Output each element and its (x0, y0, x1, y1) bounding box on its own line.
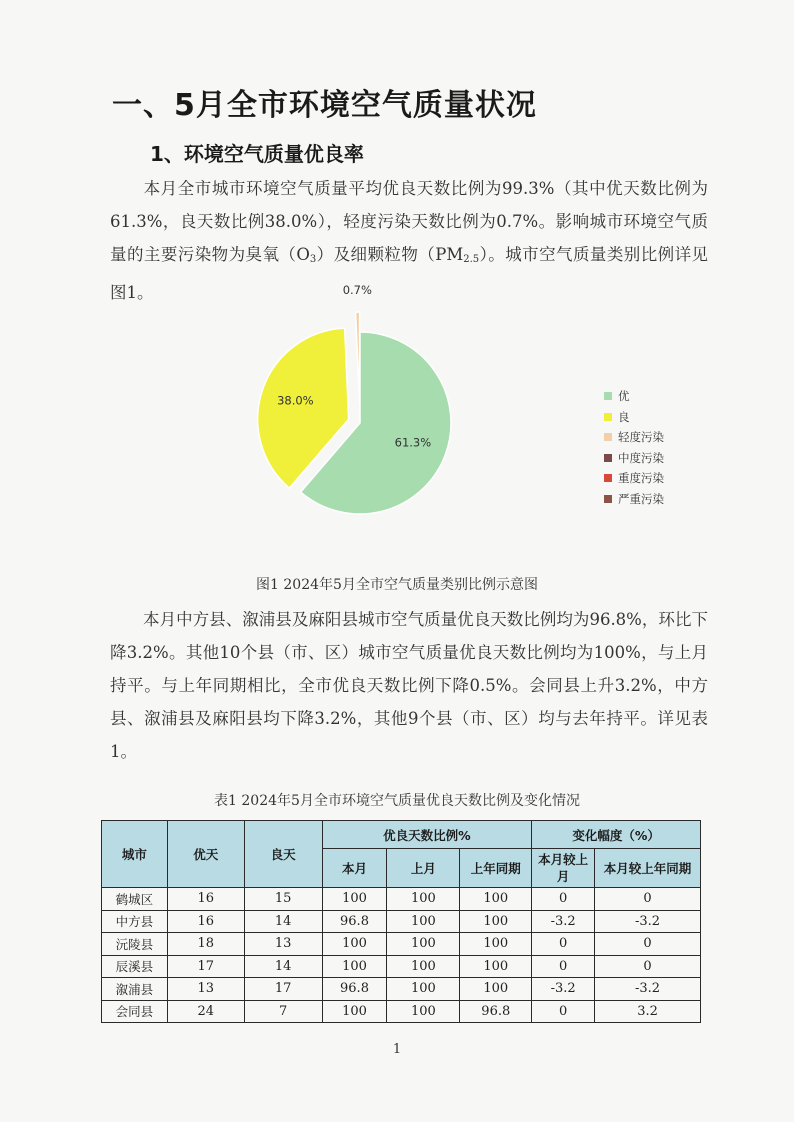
table-row (102, 955, 701, 978)
table-row (102, 910, 701, 933)
legend-label: 重度污染 (618, 471, 664, 486)
cell-last-year: 100 (460, 978, 532, 1001)
legend-swatch (604, 454, 612, 462)
table-row (102, 978, 701, 1001)
cell-last-month: 100 (387, 933, 460, 956)
cell-vs-last-year: 3.2 (595, 1000, 701, 1023)
header-ratio-group: 优良天数比例% (322, 821, 532, 849)
legend-swatch (604, 495, 612, 503)
para1-text-1: 本月全市城市环境空气质量平均优良天数比例为99.3%（其中优天数比例为61.3%，良天数比例38.0%），轻度污染天数比例为0.7%。影响城市环境空气质量的主要污染物为臭氧（O (110, 179, 708, 264)
cell-last-month: 100 (387, 955, 460, 978)
legend-swatch (604, 413, 612, 421)
header-last-month: 上月 (387, 849, 460, 888)
table-row (102, 933, 701, 956)
header-excellent-days: 优天 (167, 821, 244, 888)
cell-this-month: 100 (322, 933, 387, 956)
cell-vs-last-month: -3.2 (532, 978, 595, 1001)
header-good-days: 良天 (244, 821, 322, 888)
legend-item (604, 427, 664, 448)
header-change-group: 变化幅度（%） (532, 821, 701, 849)
cell-excellent: 18 (167, 933, 244, 956)
legend-item (604, 407, 664, 428)
pie-data-label-1: 38.0% (277, 393, 314, 408)
cell-excellent: 17 (167, 955, 244, 978)
cell-city: 沅陵县 (102, 933, 168, 956)
cell-vs-last-year: -3.2 (595, 910, 701, 933)
table-row (102, 1000, 701, 1023)
paragraph-county-comparison (110, 603, 708, 768)
para1-text-2: ）及细颗粒物（PM (316, 245, 464, 264)
cell-city: 会同县 (102, 1000, 168, 1023)
cell-this-month: 96.8 (322, 910, 387, 933)
paragraph-air-quality-summary (110, 172, 708, 309)
cell-excellent: 24 (167, 1000, 244, 1023)
section-heading: 一、5月全市环境空气质量状况 (112, 88, 537, 123)
cell-last-month: 100 (387, 910, 460, 933)
cell-last-month: 100 (387, 978, 460, 1001)
pie-data-label-2: 0.7% (342, 283, 372, 298)
cell-last-year: 100 (460, 888, 532, 911)
o3-subscript: 3 (309, 254, 317, 265)
legend-label: 轻度污染 (618, 430, 664, 445)
cell-this-month: 100 (322, 1000, 387, 1023)
legend-item (604, 489, 664, 510)
cell-vs-last-year: 0 (595, 955, 701, 978)
cell-good: 7 (244, 1000, 322, 1023)
cell-good: 14 (244, 910, 322, 933)
cell-last-year: 100 (460, 910, 532, 933)
chart-legend (604, 386, 664, 509)
header-this-month: 本月 (322, 849, 387, 888)
cell-last-month: 100 (387, 888, 460, 911)
cell-city: 中方县 (102, 910, 168, 933)
para1-text-3: ）。城市空气质量类别比例详见图1。 (110, 245, 708, 302)
cell-good: 13 (244, 933, 322, 956)
cell-last-year: 96.8 (460, 1000, 532, 1023)
page-number: 1 (392, 1042, 402, 1057)
cell-good: 15 (244, 888, 322, 911)
cell-last-month: 100 (387, 1000, 460, 1023)
legend-swatch (604, 433, 612, 441)
cell-vs-last-year: 0 (595, 888, 701, 911)
header-last-year: 上年同期 (460, 849, 532, 888)
cell-this-month: 96.8 (322, 978, 387, 1001)
cell-city: 辰溪县 (102, 955, 168, 978)
figure-caption: 图1 2024年5月全市空气质量类别比例示意图 (256, 577, 538, 593)
table-row (102, 888, 701, 911)
pm-subscript: 2.5 (463, 254, 480, 265)
para2-text: 本月中方县、溆浦县及麻阳县城市空气质量优良天数比例均为96.8%，环比下降3.2%。其他10个县（市、区）城市空气质量优良天数比例均为100%，与上月持平。与上年同期相比，全市优良天数比例下降0.5%。会同县上升3.2%，中方县、溆浦县及麻阳县均下降3.2%，其他9个县（市、区）均与去年持平。详见表1。 (110, 610, 708, 761)
legend-label: 良 (618, 409, 630, 424)
cell-vs-last-month: 0 (532, 888, 595, 911)
cell-city: 鹤城区 (102, 888, 168, 911)
cell-vs-last-year: 0 (595, 933, 701, 956)
cell-excellent: 16 (167, 888, 244, 911)
cell-vs-last-month: 0 (532, 1000, 595, 1023)
legend-swatch (604, 392, 612, 400)
legend-label: 中度污染 (618, 450, 664, 465)
header-city: 城市 (102, 821, 168, 888)
legend-item (604, 468, 664, 489)
legend-item (604, 448, 664, 469)
cell-good: 17 (244, 978, 322, 1001)
cell-good: 14 (244, 955, 322, 978)
cell-vs-last-year: -3.2 (595, 978, 701, 1001)
table-caption: 表1 2024年5月全市环境空气质量优良天数比例及变化情况 (214, 793, 580, 809)
legend-swatch (604, 474, 612, 482)
cell-vs-last-month: 0 (532, 933, 595, 956)
cell-excellent: 13 (167, 978, 244, 1001)
header-vs-last-month: 本月较上月 (532, 849, 595, 888)
legend-label: 优 (618, 389, 630, 404)
cell-this-month: 100 (322, 955, 387, 978)
cell-excellent: 16 (167, 910, 244, 933)
cell-vs-last-month: -3.2 (532, 910, 595, 933)
legend-label: 严重污染 (618, 491, 664, 506)
cell-this-month: 100 (322, 888, 387, 911)
subsection-heading: 1、环境空气质量优良率 (150, 142, 364, 166)
cell-city: 溆浦县 (102, 978, 168, 1001)
pie-chart (190, 283, 590, 570)
pie-data-label-0: 61.3% (394, 435, 432, 450)
header-vs-last-year: 本月较上年同期 (595, 849, 701, 888)
pie-slice-2 (356, 312, 360, 403)
cell-vs-last-month: 0 (532, 955, 595, 978)
cell-last-year: 100 (460, 933, 532, 956)
air-quality-table (101, 820, 701, 1023)
cell-last-year: 100 (460, 955, 532, 978)
legend-item (604, 386, 664, 407)
